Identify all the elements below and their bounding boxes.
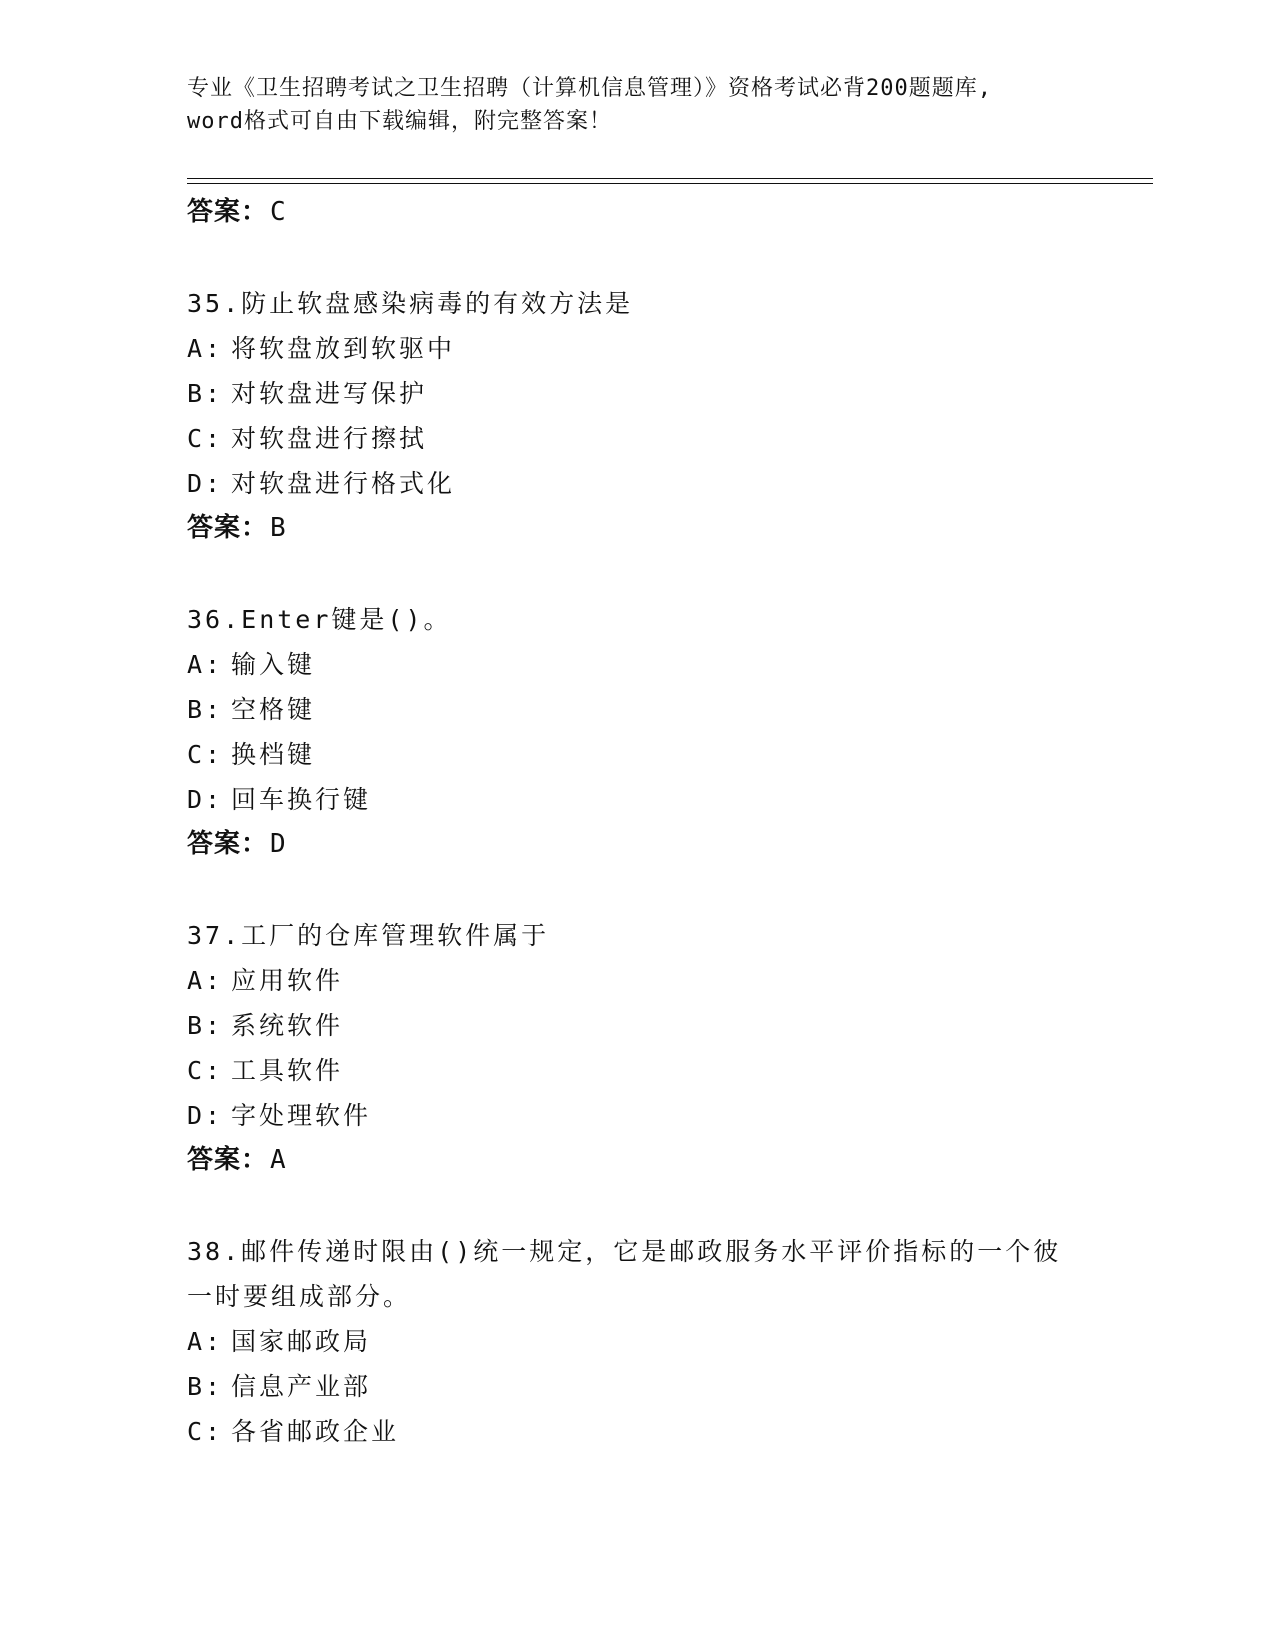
option-text: 输入键 bbox=[231, 650, 316, 679]
option-key: C: bbox=[187, 424, 224, 453]
answer-value: C bbox=[270, 197, 287, 227]
option-b bbox=[187, 371, 1087, 416]
question-item bbox=[187, 281, 1087, 550]
answer-value: D bbox=[270, 829, 287, 859]
answer-line bbox=[187, 822, 1087, 866]
option-text: 各省邮政企业 bbox=[231, 1417, 400, 1446]
option-key: D: bbox=[187, 785, 224, 814]
option-text: 国家邮政局 bbox=[231, 1327, 372, 1356]
question-list bbox=[187, 190, 1087, 1454]
option-text: 字处理软件 bbox=[231, 1101, 372, 1130]
document-header bbox=[187, 72, 1087, 138]
answer-label: 答案： bbox=[187, 1145, 269, 1175]
option-a bbox=[187, 1319, 1087, 1364]
option-text: 工具软件 bbox=[231, 1056, 344, 1085]
option-key: B: bbox=[187, 1372, 224, 1401]
option-text: 回车换行键 bbox=[231, 785, 372, 814]
question-title-line-1: 38.邮件传递时限由()统一规定，它是邮政服务水平评价指标的一个彼 bbox=[187, 1237, 1062, 1266]
option-key: B: bbox=[187, 1011, 224, 1040]
option-c bbox=[187, 416, 1087, 461]
question-item bbox=[187, 1229, 1087, 1454]
answer-label: 答案： bbox=[187, 513, 269, 543]
question-title: 36.Enter键是()。 bbox=[187, 605, 452, 634]
header-divider-top bbox=[187, 178, 1153, 179]
answer-label: 答案： bbox=[187, 197, 269, 227]
question-title: 35.防止软盘感染病毒的有效方法是 bbox=[187, 289, 634, 318]
option-c bbox=[187, 1409, 1087, 1454]
option-c bbox=[187, 1048, 1087, 1093]
question-title-line-2: 一时要组成部分。 bbox=[187, 1282, 412, 1311]
option-b bbox=[187, 1364, 1087, 1409]
option-text: 信息产业部 bbox=[231, 1372, 372, 1401]
answer-value: A bbox=[270, 1145, 287, 1175]
option-key: A: bbox=[187, 966, 224, 995]
option-key: B: bbox=[187, 695, 224, 724]
option-key: D: bbox=[187, 1101, 224, 1130]
option-text: 对软盘进写保护 bbox=[231, 379, 428, 408]
header-line-2: word格式可自由下载编辑，附完整答案！ bbox=[187, 109, 612, 134]
answer-line bbox=[187, 190, 1087, 234]
option-text: 换档键 bbox=[231, 740, 316, 769]
option-text: 对软盘进行擦拭 bbox=[231, 424, 428, 453]
option-d bbox=[187, 777, 1087, 822]
option-c bbox=[187, 732, 1087, 777]
option-text: 空格键 bbox=[231, 695, 316, 724]
answer-value: B bbox=[270, 513, 287, 543]
option-key: A: bbox=[187, 650, 224, 679]
option-key: B: bbox=[187, 379, 224, 408]
option-key: C: bbox=[187, 1056, 224, 1085]
option-a bbox=[187, 958, 1087, 1003]
option-d bbox=[187, 1093, 1087, 1138]
question-item bbox=[187, 913, 1087, 1182]
header-divider-bottom bbox=[187, 183, 1153, 184]
answer-label: 答案： bbox=[187, 829, 269, 859]
question-title: 37.工厂的仓库管理软件属于 bbox=[187, 921, 550, 950]
option-d bbox=[187, 461, 1087, 506]
option-key: A: bbox=[187, 1327, 224, 1356]
option-text: 将软盘放到软驱中 bbox=[231, 334, 456, 363]
option-text: 对软盘进行格式化 bbox=[231, 469, 456, 498]
header-line-1: 专业《卫生招聘考试之卫生招聘（计算机信息管理）》资格考试必背200题题库, bbox=[187, 76, 992, 101]
option-key: C: bbox=[187, 740, 224, 769]
option-a bbox=[187, 642, 1087, 687]
option-a bbox=[187, 326, 1087, 371]
question-item bbox=[187, 597, 1087, 866]
option-b bbox=[187, 1003, 1087, 1048]
option-b bbox=[187, 687, 1087, 732]
option-text: 应用软件 bbox=[231, 966, 344, 995]
option-text: 系统软件 bbox=[231, 1011, 344, 1040]
answer-line bbox=[187, 506, 1087, 550]
option-key: D: bbox=[187, 469, 224, 498]
option-key: A: bbox=[187, 334, 224, 363]
option-key: C: bbox=[187, 1417, 224, 1446]
answer-line bbox=[187, 1138, 1087, 1182]
